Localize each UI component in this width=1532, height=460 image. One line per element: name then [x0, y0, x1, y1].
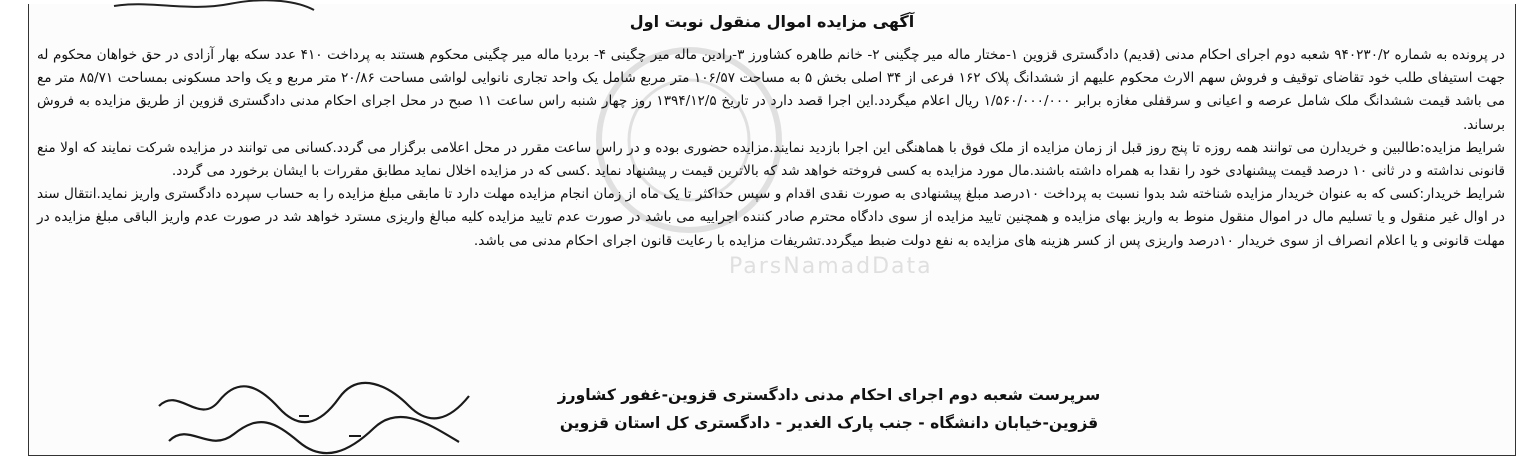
- paragraph-case: در پرونده به شماره ۹۴۰۲۳۰/۲ شعبه دوم اجرای احکام مدنی (قدیم) دادگستری قزوین ۱-مختار ماله میر چگینی ۲- خانم طاهره کشاورز ۳-رادین ماله میر چگینی ۴- بردیا ماله میر چگینی محکوم هستند به پرداخت ۴۱۰ عدد سکه بهار آزادی در حق خواهان محکوم له جهت استیفای طلب خود تقاضای توقیف و فروش سهم الارث محکوم علیهم از ششدانگ پلاک ۱۶۲ فرعی از ۳۴ اصلی بخش ۵ به مساحت ۱۰۶/۵۷ متر مربع شامل یک واحد تجاری نانوایی لواشی مساحت ۲۰/۸۶ متر مربع و یک واحد مسکونی بمساحت ۸۵/۷۱ متر مع می باشد قیمت ششدانگ ملک شامل عرصه و اعیانی و سرقفلی مغازه برابر ۱/۵۶۰/۰۰۰/۰۰۰ ریال اعلام میگردد.این اجرا قصد دارد در تاریخ ۱۳۹۴/۱۲/۵ روز چهار شنبه راس ساعت ۱۱ صبح در محل اجرای احکام مدنی دادگستری قزوین از طریق مزایده به فروش برساند.: [37, 47, 1505, 133]
- signature-line-2: قزوین-خیابان دانشگاه - جنب پارک الغدیر - دادگستری کل استان قزوین: [559, 414, 1099, 432]
- paragraph-auction-terms: شرایط مزایده:طالبین و خریدارن می توانند همه روزه تا پنج روز قبل از زمان مزایده از ملک فوق با هماهنگی این اجرا بازدید نمایند.مزایده حضوری بوده و در راس ساعت مقرر در محل اعلامی برگزار می گردد.کسانی می توانند در مزایده شرکت نمایند که اولا منع قانونی نداشته و در ثانی ۱۰ درصد قیمت پیشنهادی خود را نقدا به همراه داشته باشند.مال مورد مزایده به کسی فروخته خواهد شد که بالاترین قیمت ر پیشنهاد نماید .کسی که در مزایده اخلال نماید مطابق مقررات با ایشان برخورد می گردد.: [37, 139, 1505, 180]
- paragraph-buyer-terms: شرایط خریدار:کسی که به عنوان خریدار مزایده شناخته شد بدوا نسبت به پرداخت ۱۰درصد مبلغ پیشنهادی به صورت نقدی اقدام و سپس حداکثر تا یک ماه از زمان انجام مزایده مهلت دارد تا مابقی مبلغ مزایده را به حساب سپرده دادگستری واریز نماید.انتقال سند در اوال غیر منقول و یا تسلیم مال در اموال منقول منوط به واریز بهای مزایده و همچنین تایید مزایده از سوی دادگاه محترم صادر کننده اجراییه می باشد در صورت عدم تایید مزایده کلیه مبالغ واریزی مسترد خواهد شد در صورت عدم واریز الباقی مبلغ مزایده در مهلت قانونی و یا اعلام انصراف از سوی خریدار ۱۰درصد واریزی پس از کسر هزینه های مزایده به نفع دولت ضبط میگردد.تشریفات مزایده با رعایت قانون اجرای احکام مدنی می باشد.: [37, 186, 1505, 249]
- notice-frame: [28, 4, 1516, 456]
- handwritten-note: [149, 376, 479, 456]
- notice-body: [37, 44, 1505, 253]
- watermark-text: ParsNamadData: [729, 254, 933, 279]
- notice-title: آگهی مزایده اموال منقول نوبت اول: [629, 12, 915, 31]
- signature-line-1: سرپرست شعبه دوم اجرای احکام مدنی دادگستری قزوین-غفور کشاورز: [557, 386, 1101, 404]
